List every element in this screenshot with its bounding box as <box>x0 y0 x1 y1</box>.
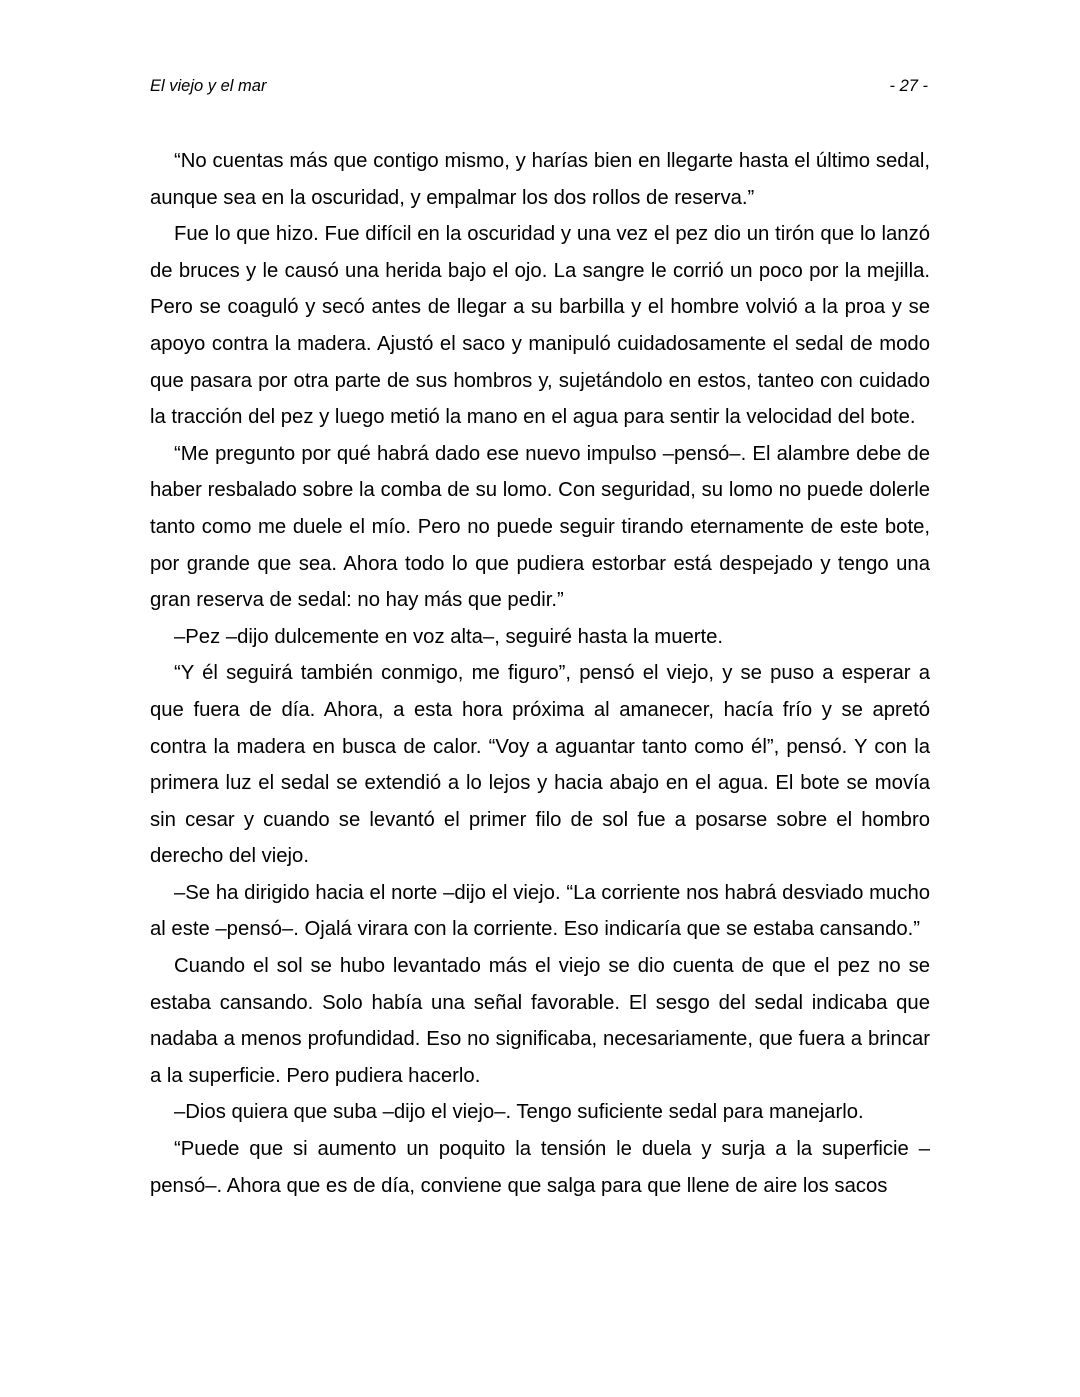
paragraph: –Se ha dirigido hacia el norte –dijo el viejo. “La corriente nos habrá desviado mucho al este –pensó–. Ojalá virara con la corriente. Eso indicaría que se estaba cansando.” <box>150 881 930 941</box>
paragraph: –Dios quiera que suba –dijo el viejo–. Tengo suficiente sedal para manejarlo. <box>174 1101 864 1124</box>
paragraph: “Me pregunto por qué habrá dado ese nuevo impulso –pensó–. El alambre debe de haber resbalado sobre la comba de su lomo. Con seguridad, su lomo no puede dolerle tanto como me duele el mío. Pero no puede seguir tirando eternamente de este bote, por grande que sea. Ahora todo lo que pudiera estorbar está despejado y tengo una gran reserva de sedal: no hay más que pedir.” <box>150 442 930 612</box>
running-header <box>150 74 930 98</box>
paragraph: Cuando el sol se hubo levantado más el viejo se dio cuenta de que el pez no se estaba cansando. Solo había una señal favorable. El sesgo del sedal indicaba que nadaba a menos profundidad. Eso no significaba, necesariamente, que fuera a brincar a la superficie. Pero pudiera hacerlo. <box>150 955 930 1087</box>
body-text <box>150 143 930 1204</box>
paragraph: “Y él seguirá también conmigo, me figuro”, pensó el viejo, y se puso a esperar a que fuera de día. Ahora, a esta hora próxima al amanecer, hacía frío y se apretó contra la madera en busca de calor. “Voy a aguantar tanto como él”, pensó. Y con la primera luz el sedal se extendió a lo lejos y hacia abajo en el agua. El bote se movía sin cesar y cuando se levantó el primer filo de sol fue a posarse sobre el hombro derecho del viejo. <box>150 662 930 868</box>
book-title: El viejo y el mar <box>150 77 267 95</box>
page-number: - 27 - <box>889 77 928 95</box>
paragraph: “No cuentas más que contigo mismo, y harías bien en llegarte hasta el último sedal, aunque sea en la oscuridad, y empalmar los dos rollos de reserva.” <box>150 150 930 209</box>
paragraph: –Pez –dijo dulcemente en voz alta–, seguiré hasta la muerte. <box>174 625 724 648</box>
paragraph: “Puede que si aumento un poquito la tensión le duela y surja a la superficie –pensó–. Ahora que es de día, conviene que salga para que llene de aire los sacos <box>150 1138 930 1197</box>
paragraph: Fue lo que hizo. Fue difícil en la oscuridad y una vez el pez dio un tirón que lo lanzó de bruces y le causó una herida bajo el ojo. La sangre le corrió un poco por la mejilla. Pero se coaguló y secó antes de llegar a su barbilla y el hombre volvió a la proa y se apoyo contra la madera. Ajustó el saco y manipuló cuidadosamente el sedal de modo que pasara por otra parte de sus hombros y, sujetándolo en estos, tanteo con cuidado la tracción del pez y luego metió la mano en el agua para sentir la velocidad del bote. <box>150 223 930 429</box>
